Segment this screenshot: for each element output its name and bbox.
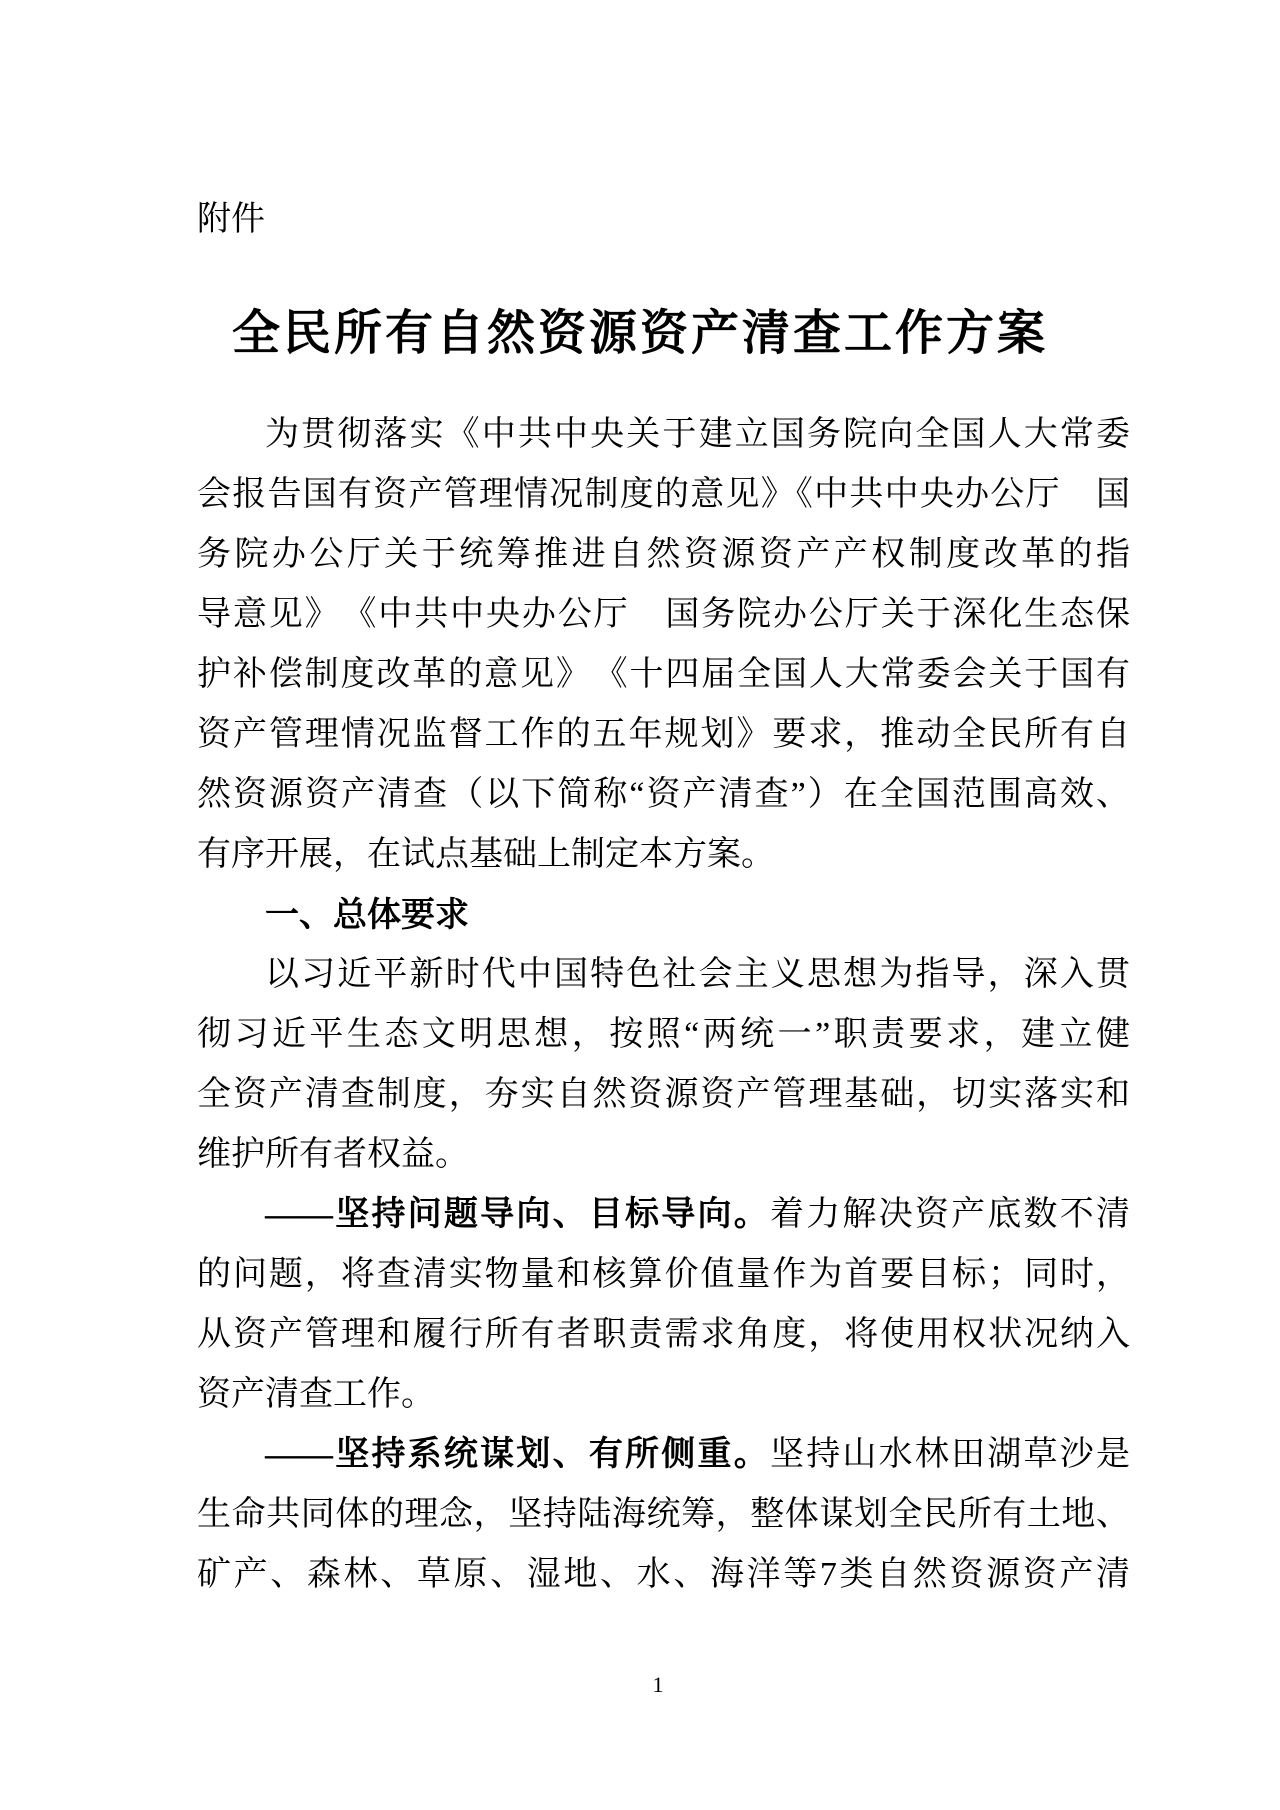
body-line	[197, 1365, 1130, 1425]
text-run: ——坚持问题导向、目标导向。	[265, 1196, 770, 1233]
attachment-label: 附件	[197, 200, 265, 238]
body-line	[197, 825, 1130, 885]
body-line	[197, 525, 1130, 585]
body-line	[197, 1185, 1130, 1245]
text-run: 护补偿制度改革的意见》 《十四届全国人大常委会关于国有	[197, 656, 1130, 693]
text-run: 有序开展，在试点基础上制定本方案。	[197, 836, 775, 873]
text-run: 资产管理情况监督工作的五年规划》要求，推动全民所有自	[197, 716, 1130, 753]
text-run: 的问题，将查清实物量和核算价值量作为首要目标；同时，	[197, 1256, 1130, 1293]
text-run: ——坚持系统谋划、有所侧重。	[265, 1436, 770, 1473]
text-run: 全资产清查制度，夯实自然资源资产管理基础，切实落实和	[197, 1076, 1130, 1113]
body-line	[197, 1065, 1130, 1125]
text-run: 导意见》 《中共中央办公厅 国务院办公厅关于深化生态保	[197, 596, 1130, 633]
text-run: 一、总体要求	[265, 896, 469, 934]
text-run: 以习近平新时代中国特色社会主义思想为指导，深入贯	[265, 956, 1130, 993]
body-line	[197, 645, 1130, 705]
text-run: 然资源资产清查（以下简称“资产清查”）在全国范围高效、	[197, 776, 1130, 813]
text-run: 矿产、森林、草原、湿地、水、海洋等7类自然资源资产清	[197, 1556, 1130, 1593]
text-run: 为贯彻落实《中共中央关于建立国务院向全国人大常委	[265, 416, 1130, 453]
section-heading	[197, 885, 1130, 945]
text-run: 坚持山水林田湖草沙是	[769, 1436, 1131, 1473]
text-run: 资产清查工作。	[197, 1376, 435, 1413]
body-line	[197, 1305, 1130, 1365]
body-line	[197, 1425, 1130, 1485]
body-line	[197, 945, 1130, 1005]
text-run: 从资产管理和履行所有者职责需求角度，将使用权状况纳入	[197, 1316, 1130, 1353]
text-run: 生命共同体的理念，坚持陆海统筹，整体谋划全民所有土地、	[197, 1496, 1130, 1533]
body-line	[197, 1125, 1130, 1185]
body-line	[197, 1545, 1130, 1605]
body-line	[197, 405, 1130, 465]
body-line	[197, 1485, 1130, 1545]
text-run: 务院办公厅关于统筹推进自然资源资产产权制度改革的指	[197, 536, 1130, 573]
text-run: 着力解决资产底数不清	[769, 1196, 1131, 1233]
body-line	[197, 765, 1130, 825]
body-lines	[197, 405, 1130, 1605]
body-line	[197, 1245, 1130, 1305]
text-run: 彻习近平生态文明思想，按照“两统一”职责要求，建立健	[197, 1016, 1130, 1053]
document-title: 全民所有自然资源资产清查工作方案	[231, 307, 1048, 361]
body-line	[197, 1005, 1130, 1065]
page-number: 1	[652, 1672, 664, 1697]
text-run: 会报告国有资产管理情况制度的意见》《中共中央办公厅 国	[197, 476, 1130, 513]
body-line	[197, 465, 1130, 525]
body-line	[197, 585, 1130, 645]
text-run: 维护所有者权益。	[197, 1136, 469, 1173]
body-line	[197, 705, 1130, 765]
